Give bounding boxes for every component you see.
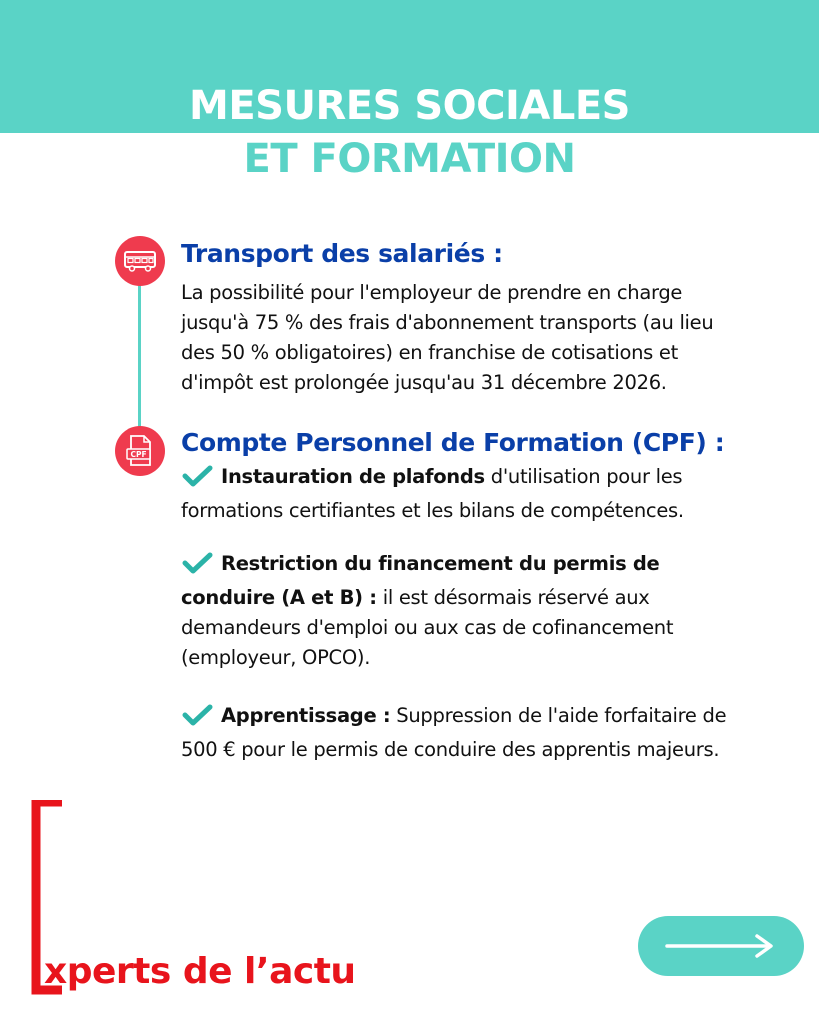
list-item-bold: Restriction du financement du permis de conduire (A et B) : [181,552,660,609]
next-button[interactable] [638,916,804,976]
page-title-line1: MESURES SOCIALES [189,83,630,129]
list-item-text: il est désormais réservé aux demandeurs d'emploi ou aux cas de cofinancement (employeur, OPCO). [181,586,674,669]
checkmark-icon [181,704,213,735]
list-item-text: d'utilisation pour les formations certifiantes et les bilans de compétences. [181,465,684,522]
list-item [181,549,741,673]
checkmark-icon [181,465,213,496]
list-item-bold: Instauration de plafonds [221,465,485,488]
page-title-line2: ET FORMATION [243,136,576,182]
checkmark-icon [181,552,213,583]
section-title-transport: Transport des salariés : [181,239,503,268]
cpf-icon-label: CPF [130,450,147,459]
logo-text: xperts de l’actu [44,951,356,992]
arrow-right-icon [661,931,781,961]
list-item [181,462,741,526]
bus-icon [115,236,165,286]
list-item-bold: Apprentissage : [221,704,391,727]
list-item [181,701,741,765]
list-item-text: Suppression de l'aide forfaitaire de 500 € pour le permis de conduire des apprentis majeurs. [181,704,727,761]
section-body-transport: La possibilité pour l'employeur de prendre en charge jusqu'à 75 % des frais d'abonnement transports (au lieu des 50 % obligatoires) en franchise de cotisations et d'impôt est prolongée jusqu'au 31 décembre 2026. [181,281,714,394]
cpf-document-icon [115,426,165,476]
section-title-cpf: Compte Personnel de Formation (CPF) : [181,428,725,457]
timeline-connector [138,285,141,431]
